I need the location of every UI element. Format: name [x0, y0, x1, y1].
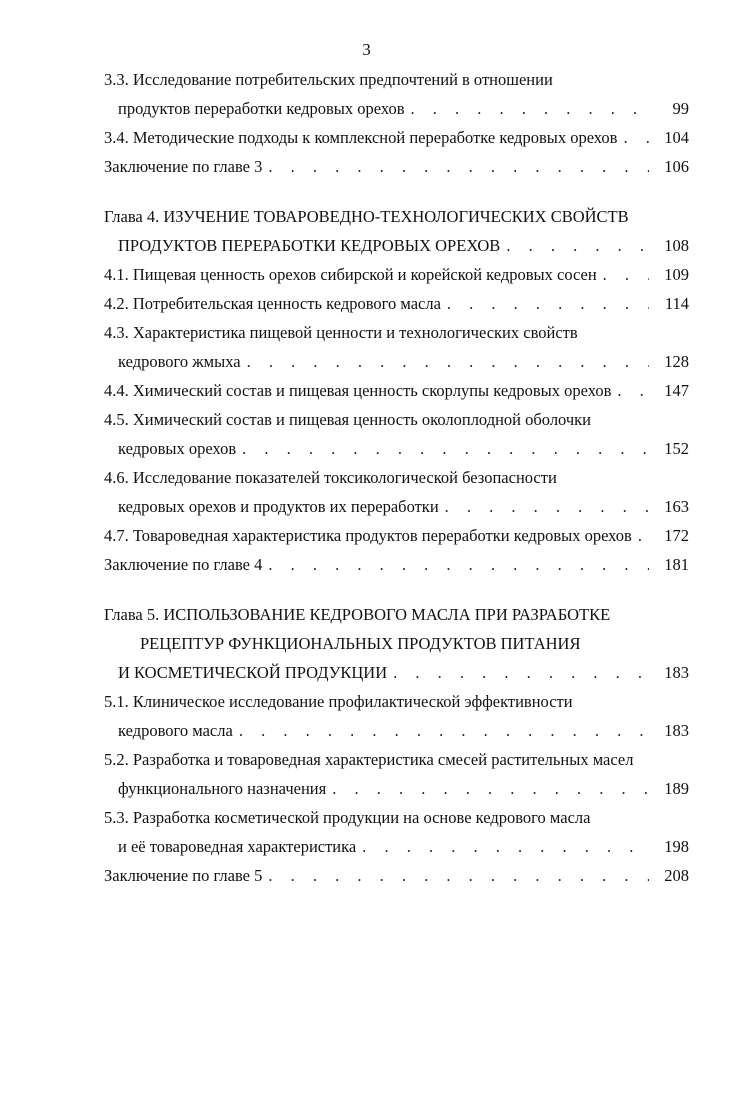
toc-entry-title-cont: кедровых орехов и продуктов их переработки [118, 497, 439, 516]
toc-page-number: 147 [664, 381, 689, 400]
leader-dots [236, 439, 649, 459]
toc-entry-title: Заключение по главе 5 [104, 866, 263, 885]
leader-dots [262, 157, 649, 177]
leader-dots [441, 294, 649, 314]
toc-page-number: 163 [664, 497, 689, 516]
toc-entry-chapter-5 [104, 605, 689, 692]
toc-entry-4-1 [104, 265, 689, 294]
toc-page-number: 109 [664, 265, 689, 284]
toc-chapter-title-cont: ПРОДУКТОВ ПЕРЕРАБОТКИ КЕДРОВЫХ ОРЕХОВ [118, 236, 501, 255]
toc-entry-title: 4.1. Пищевая ценность орехов сибирской и корейской кедровых сосен [104, 265, 597, 284]
toc-page-number: 208 [664, 866, 689, 885]
toc-page-number: 198 [664, 837, 689, 856]
leader-dots [611, 381, 649, 401]
leader-dots [597, 265, 649, 285]
toc-page-number: 106 [664, 157, 689, 176]
toc-entry-3-3 [104, 70, 689, 128]
toc-page-number: 104 [664, 128, 689, 147]
toc-page-number: 108 [664, 236, 689, 255]
toc-entry-title: 5.2. Разработка и товароведная характеристика смесей растительных масел [104, 750, 634, 769]
toc-entry-conclusion-3 [104, 157, 689, 186]
leader-dots [262, 866, 649, 886]
toc-entry-5-2 [104, 750, 689, 808]
toc-entry-title: 4.5. Химический состав и пищевая ценность околоплодной оболочки [104, 410, 592, 429]
toc-entry-title: 4.7. Товароведная характеристика продуктов переработки кедровых орехов [104, 526, 632, 545]
toc-chapter-title: Глава 4. ИЗУЧЕНИЕ ТОВАРОВЕДНО-ТЕХНОЛОГИЧЕСКИХ СВОЙСТВ [104, 207, 629, 226]
leader-dots [387, 663, 649, 683]
toc-entry-title: Заключение по главе 3 [104, 157, 263, 176]
toc-entry-4-6 [104, 468, 689, 526]
toc-chapter-title: Глава 5. ИСПОЛЬЗОВАНИЕ КЕДРОВОГО МАСЛА ПРИ РАЗРАБОТКЕ [104, 605, 611, 624]
leader-dots [617, 128, 649, 148]
toc-entry-3-4 [104, 128, 689, 157]
toc-page-number: 183 [664, 663, 689, 682]
toc-page-number: 128 [664, 352, 689, 371]
toc-page-number: 99 [672, 99, 689, 118]
leader-dots [405, 99, 650, 119]
toc-entry-title-cont: кедрового масла [118, 721, 233, 740]
leader-dots [241, 352, 649, 372]
toc-entry-4-3 [104, 323, 689, 381]
toc-entry-4-5 [104, 410, 689, 468]
toc-page-number: 114 [664, 294, 689, 313]
toc-entry-title: 5.1. Клиническое исследование профилактической эффективности [104, 692, 573, 711]
toc-entry-4-2 [104, 294, 689, 323]
toc-chapter-title-cont: РЕЦЕПТУР ФУНКЦИОНАЛЬНЫХ ПРОДУКТОВ ПИТАНИЯ [140, 634, 581, 653]
leader-dots [356, 837, 649, 857]
toc-entry-title: Заключение по главе 4 [104, 555, 263, 574]
leader-dots [439, 497, 649, 517]
toc-entry-title: 5.3. Разработка косметической продукции на основе кедрового масла [104, 808, 591, 827]
toc-chapter-title-cont: И КОСМЕТИЧЕСКОЙ ПРОДУКЦИИ [118, 663, 388, 682]
toc-entry-4-7 [104, 526, 689, 555]
toc-entry-title-cont: кедровых орехов [118, 439, 237, 458]
toc-page-number: 172 [664, 526, 689, 545]
leader-dots [632, 526, 649, 546]
toc-page-number: 152 [664, 439, 689, 458]
leader-dots [233, 721, 649, 741]
toc-entry-title: 4.3. Характеристика пищевой ценности и технологических свойств [104, 323, 578, 342]
toc-entry-title-cont: кедрового жмыха [118, 352, 241, 371]
toc-entry-title: 3.3. Исследование потребительских предпочтений в отношении [104, 70, 553, 89]
leader-dots [500, 236, 649, 256]
toc-page-number: 189 [664, 779, 689, 798]
page-number: 3 [362, 40, 371, 59]
toc-entry-5-3 [104, 808, 689, 866]
toc-entry-5-1 [104, 692, 689, 750]
toc-entry-title-cont: продуктов переработки кедровых орехов [118, 99, 405, 118]
leader-dots [262, 555, 649, 575]
toc-entry-title: 3.4. Методические подходы к комплексной переработке кедровых орехов [104, 128, 618, 147]
toc-page-number: 183 [664, 721, 689, 740]
toc-entry-chapter-4 [104, 207, 689, 265]
toc-entry-conclusion-5 [104, 866, 689, 895]
toc-entry-title-cont: и её товароведная характеристика [118, 837, 357, 856]
toc-entry-title: 4.2. Потребительская ценность кедрового масла [104, 294, 441, 313]
toc-entry-title: 4.6. Исследование показателей токсикологической безопасности [104, 468, 557, 487]
toc-entry-4-4 [104, 381, 689, 410]
toc-page-number: 181 [664, 555, 689, 574]
toc-entry-conclusion-4 [104, 555, 689, 584]
toc-entry-title-cont: функционального назначения [118, 779, 327, 798]
table-of-contents [104, 70, 689, 895]
leader-dots [326, 779, 649, 799]
toc-entry-title: 4.4. Химический состав и пищевая ценность скорлупы кедровых орехов [104, 381, 612, 400]
